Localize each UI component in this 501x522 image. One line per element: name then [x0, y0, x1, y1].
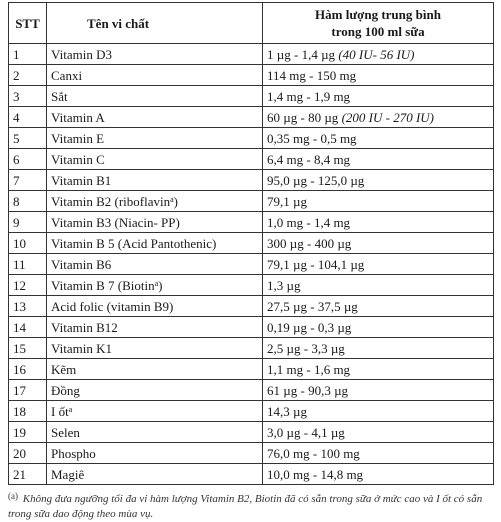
- table-row: [9, 212, 494, 233]
- row-amount-value: 14,3 µg: [267, 403, 307, 419]
- row-name: [47, 296, 263, 317]
- table-row: [9, 254, 494, 275]
- row-stt: 12: [9, 275, 47, 296]
- row-amount-value: 27,5 µg - 37,5 µg: [267, 298, 358, 314]
- row-amount-value: 0,35 mg - 0,5 mg: [267, 130, 357, 146]
- table-header-row: [9, 3, 494, 44]
- row-amount-value: 1 µg - 1,4 µg: [267, 46, 336, 62]
- table-row: [9, 128, 494, 149]
- document: [8, 2, 493, 522]
- row-stt: 2: [9, 65, 47, 86]
- row-name: [47, 380, 263, 401]
- row-stt: 16: [9, 359, 47, 380]
- row-name: [47, 212, 263, 233]
- row-stt: 10: [9, 233, 47, 254]
- row-amount: [263, 338, 494, 359]
- row-name: [47, 359, 263, 380]
- header-stt: STT: [9, 3, 47, 44]
- table-row: [9, 464, 494, 485]
- row-name: [47, 338, 263, 359]
- row-name: [47, 464, 263, 485]
- row-name-text: Vitamin A: [51, 109, 105, 125]
- row-amount-value: 1,0 mg - 1,4 mg: [267, 214, 351, 230]
- footnote-mark: (a): [8, 491, 18, 501]
- row-amount: [263, 464, 494, 485]
- row-amount-value: 3,0 µg - 4,1 µg: [267, 424, 345, 440]
- row-stt: 8: [9, 191, 47, 212]
- table-row: [9, 170, 494, 191]
- row-amount: [263, 149, 494, 170]
- table-row: [9, 65, 494, 86]
- table-row: [9, 86, 494, 107]
- row-name-text: I ốt: [51, 403, 69, 419]
- row-name: [47, 443, 263, 464]
- row-name: [47, 401, 263, 422]
- row-name-text: Canxi: [51, 67, 83, 83]
- row-amount: [263, 191, 494, 212]
- row-name: [47, 317, 263, 338]
- row-name-suffix: ): [173, 193, 178, 209]
- footnote-ref: a: [154, 278, 159, 288]
- header-name: Tên vi chất: [47, 3, 263, 44]
- row-stt: 17: [9, 380, 47, 401]
- row-amount-value: 2,5 µg - 3,3 µg: [267, 340, 345, 356]
- row-stt: 11: [9, 254, 47, 275]
- row-name: [47, 275, 263, 296]
- micronutrient-table: [8, 2, 494, 485]
- row-stt: 19: [9, 422, 47, 443]
- row-name: [47, 65, 263, 86]
- row-amount: [263, 254, 494, 275]
- row-name-text: Vitamin C: [51, 151, 105, 167]
- row-name-text: Đồng: [51, 382, 80, 398]
- row-amount-value: 1,1 mg - 1,6 mg: [267, 361, 351, 377]
- row-amount-value: 1,3 µg: [267, 277, 301, 293]
- row-amount-value: 60 µg - 80 µg: [267, 109, 339, 125]
- row-amount: [263, 275, 494, 296]
- row-amount: [263, 107, 494, 128]
- row-name: [47, 44, 263, 65]
- table-row: [9, 149, 494, 170]
- row-amount-value: 114 mg - 150 mg: [267, 67, 357, 83]
- row-amount: [263, 296, 494, 317]
- row-stt: 14: [9, 317, 47, 338]
- row-stt: 21: [9, 464, 47, 485]
- row-amount-iu: (200 IU - 270 IU): [341, 109, 434, 125]
- table-row: [9, 359, 494, 380]
- row-stt: 4: [9, 107, 47, 128]
- table-row: [9, 275, 494, 296]
- row-name-text: Vitamin B12: [51, 319, 118, 335]
- row-stt: 9: [9, 212, 47, 233]
- table-body: [9, 44, 494, 485]
- row-amount: [263, 317, 494, 338]
- row-name: [47, 191, 263, 212]
- row-name-suffix: ): [158, 277, 163, 293]
- row-amount-value: 79,1 µg - 104,1 µg: [267, 256, 365, 272]
- row-amount: [263, 380, 494, 401]
- row-amount-value: 10,0 mg - 14,8 mg: [267, 466, 364, 482]
- footnote-ref: a: [170, 194, 174, 204]
- table-row: [9, 338, 494, 359]
- row-amount-iu: (40 IU- 56 IU): [338, 46, 415, 62]
- row-stt: 3: [9, 86, 47, 107]
- table-row: [9, 401, 494, 422]
- row-name-text: Sắt: [51, 88, 68, 104]
- row-name-text: Vitamin B 5 (Acid Pantothenic): [51, 235, 217, 251]
- table-row: [9, 191, 494, 212]
- row-stt: 18: [9, 401, 47, 422]
- row-amount-value: 79,1 µg: [267, 193, 307, 209]
- table-row: [9, 233, 494, 254]
- header-amount: [263, 3, 494, 44]
- row-stt: 15: [9, 338, 47, 359]
- row-name: [47, 149, 263, 170]
- footnote-ref: a: [68, 404, 73, 414]
- row-name: [47, 86, 263, 107]
- row-name-text: Acid folic (vitamin B9): [51, 298, 174, 314]
- row-name-text: Vitamin E: [51, 130, 105, 146]
- row-amount: [263, 65, 494, 86]
- header-amount-line2: trong 100 ml sữa: [331, 24, 425, 39]
- row-name-text: Kẽm: [51, 361, 77, 377]
- row-name: [47, 422, 263, 443]
- row-name: [47, 170, 263, 191]
- row-name-text: Vitamin B 7 (Biotin: [51, 277, 155, 293]
- row-amount-value: 0,19 µg - 0,3 µg: [267, 319, 352, 335]
- row-amount: [263, 233, 494, 254]
- row-name-text: Vitamin K1: [51, 340, 112, 356]
- row-stt: 20: [9, 443, 47, 464]
- row-amount: [263, 359, 494, 380]
- table-row: [9, 380, 494, 401]
- row-name-text: Vitamin D3: [51, 46, 112, 62]
- row-name-text: Selen: [51, 424, 80, 440]
- row-amount-value: 76,0 mg - 100 mg: [267, 445, 360, 461]
- row-name-text: Vitamin B6: [51, 256, 112, 272]
- row-name-text: Phospho: [51, 445, 96, 461]
- header-amount-line1: Hàm lượng trung bình: [315, 7, 441, 22]
- row-amount: [263, 401, 494, 422]
- row-name-text: Vitamin B2 (riboflavin: [51, 193, 171, 209]
- row-name: [47, 107, 263, 128]
- footnote-text: Không đưa ngưỡng tối đa vi hàm lượng Vitamin B2, Biotin đã có sẵn trong sữa ở mức cao và I ốt có sẵn trong sữa dao động theo mùa vụ.: [8, 493, 483, 520]
- row-amount: [263, 128, 494, 149]
- row-amount-value: 1,4 mg - 1,9 mg: [267, 88, 351, 104]
- table-row: [9, 422, 494, 443]
- row-name-text: Magiê: [51, 466, 85, 482]
- row-name: [47, 233, 263, 254]
- row-amount: [263, 44, 494, 65]
- row-stt: 5: [9, 128, 47, 149]
- row-amount: [263, 443, 494, 464]
- row-stt: 1: [9, 44, 47, 65]
- row-amount-value: 95,0 µg - 125,0 µg: [267, 172, 365, 188]
- row-name: [47, 254, 263, 275]
- row-amount-value: 61 µg - 90,3 µg: [267, 382, 349, 398]
- row-amount-value: 6,4 mg - 8,4 mg: [267, 151, 351, 167]
- row-amount: [263, 170, 494, 191]
- row-name: [47, 128, 263, 149]
- row-amount: [263, 86, 494, 107]
- row-stt: 7: [9, 170, 47, 191]
- row-amount: [263, 422, 494, 443]
- table-row: [9, 317, 494, 338]
- row-name-text: Vitamin B1: [51, 172, 112, 188]
- table-row: [9, 443, 494, 464]
- row-amount: [263, 212, 494, 233]
- row-name-text: Vitamin B3 (Niacin- PP): [51, 214, 180, 230]
- table-row: [9, 296, 494, 317]
- row-stt: 13: [9, 296, 47, 317]
- table-row: [9, 107, 494, 128]
- table-row: [9, 44, 494, 65]
- row-stt: 6: [9, 149, 47, 170]
- row-amount-value: 300 µg - 400 µg: [267, 235, 352, 251]
- footnote: [8, 489, 493, 522]
